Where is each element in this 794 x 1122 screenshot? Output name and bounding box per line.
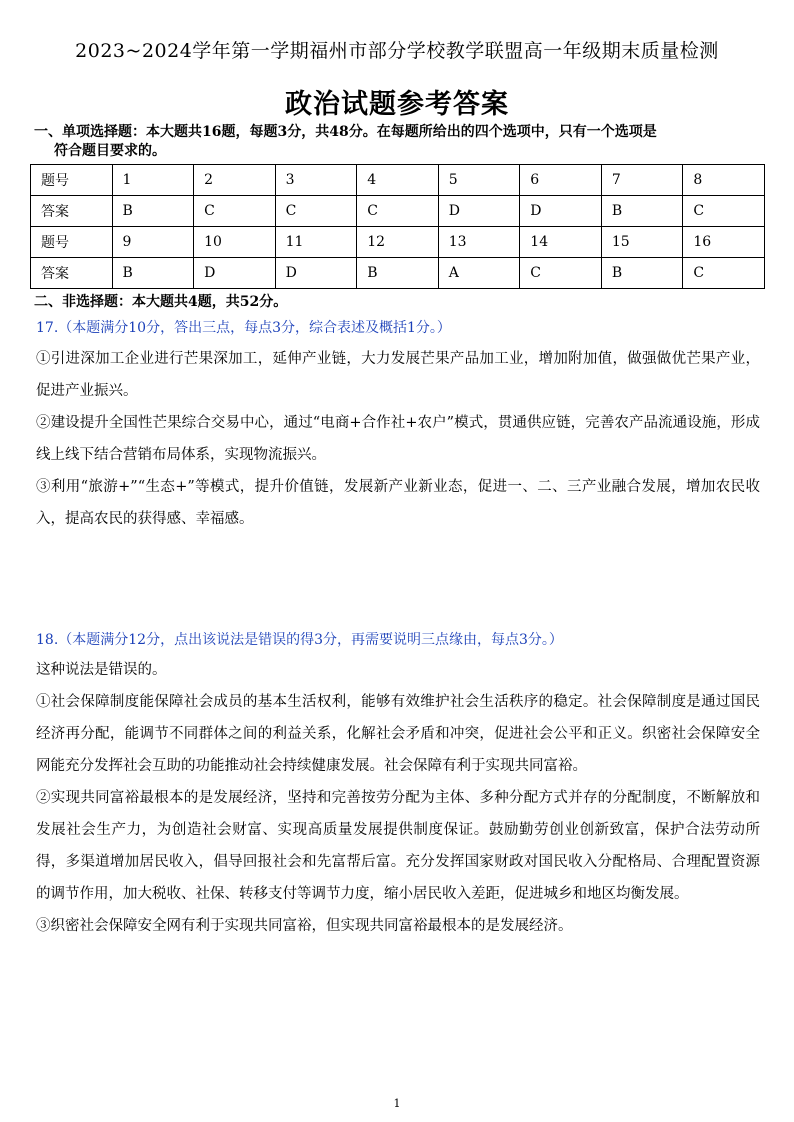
section1-heading-line1: 一、单项选择题：本大题共16题，每题3分，共48分。在每题所给出的四个选项中，只有一个选项是	[34, 124, 657, 140]
table-cell: C	[683, 196, 765, 227]
table-cell: C	[683, 258, 765, 289]
table-cell: 13	[438, 227, 520, 258]
table-row	[31, 258, 765, 289]
table-row	[31, 227, 765, 258]
table-cell: B	[112, 196, 194, 227]
table-cell: D	[438, 196, 520, 227]
question-18-title: 18.（本题满分12分，点出该说法是错误的得3分，再需要说明三点缘由，每点3分。）	[36, 632, 563, 648]
table-cell: D	[520, 196, 602, 227]
table-cell: 题号	[31, 165, 113, 196]
table-cell: 16	[683, 227, 765, 258]
table-cell: C	[194, 196, 276, 227]
table-cell: 10	[194, 227, 276, 258]
table-cell: B	[601, 196, 683, 227]
table-cell: D	[275, 258, 357, 289]
section1-heading-line2: 符合题目要求的。	[54, 143, 166, 159]
table-cell: 6	[520, 165, 602, 196]
answer-point: ③利用“旅游+”“生态+”等模式，提升价值链，发展新产业新业态，促进一、二、三产业融合发展，增加农民收入，提高农民的获得感、幸福感。	[36, 479, 760, 527]
table-cell: C	[520, 258, 602, 289]
question-17-answer	[36, 343, 760, 535]
table-cell: 5	[438, 165, 520, 196]
section1-heading	[34, 123, 764, 161]
table-cell: B	[112, 258, 194, 289]
table-cell: 答案	[31, 196, 113, 227]
table-cell: 15	[601, 227, 683, 258]
table-cell: A	[438, 258, 520, 289]
table-cell: 9	[112, 227, 194, 258]
table-cell: B	[357, 258, 439, 289]
table-cell: 题号	[31, 227, 113, 258]
table-cell: 3	[275, 165, 357, 196]
answer-intro: 这种说法是错误的。	[36, 662, 167, 678]
answer-table	[30, 164, 765, 289]
table-cell: 1	[112, 165, 194, 196]
table-cell: 7	[601, 165, 683, 196]
table-cell: 12	[357, 227, 439, 258]
question-17-title: 17.（本题满分10分，答出三点，每点3分，综合表述及概括1分。）	[36, 320, 451, 336]
answer-point: ③织密社会保障安全网有利于实现共同富裕，但实现共同富裕最根本的是发展经济。	[36, 918, 573, 934]
table-cell: 8	[683, 165, 765, 196]
table-cell: 4	[357, 165, 439, 196]
table-row	[31, 165, 765, 196]
document-title: 政治试题参考答案	[285, 89, 509, 120]
answer-point: ①社会保障制度能保障社会成员的基本生活权利，能够有效维护社会生活秩序的稳定。社会保障制度是通过国民经济再分配，能调节不同群体之间的利益关系，化解社会矛盾和冲突，促进社会公平和正义。织密社会保障安全网能充分发挥社会互助的功能推动社会持续健康发展。社会保障有利于实现共同富裕。	[36, 694, 760, 774]
answer-point: ①引进深加工企业进行芒果深加工，延伸产业链，大力发展芒果产品加工业，增加附加值，做强做优芒果产业，促进产业振兴。	[36, 351, 760, 399]
page-number: 1	[393, 1097, 401, 1110]
answer-point: ②建设提升全国性芒果综合交易中心，通过“电商+合作社+农户”模式，贯通供应链，完善农产品流通设施，形成线上线下结合营销布局体系，实现物流振兴。	[36, 415, 760, 463]
table-cell: C	[275, 196, 357, 227]
table-row	[31, 196, 765, 227]
exam-title: 2023~2024学年第一学期福州市部分学校教学联盟高一年级期末质量检测	[75, 40, 719, 62]
table-cell: B	[601, 258, 683, 289]
section2-heading: 二、非选择题：本大题共4题，共52分。	[34, 294, 288, 310]
table-cell: D	[194, 258, 276, 289]
table-cell: 2	[194, 165, 276, 196]
table-cell: C	[357, 196, 439, 227]
table-cell: 11	[275, 227, 357, 258]
table-cell: 14	[520, 227, 602, 258]
answer-point: ②实现共同富裕最根本的是发展经济，坚持和完善按劳分配为主体、多种分配方式并存的分配制度，不断解放和发展社会生产力，为创造社会财富、实现高质量发展提供制度保证。鼓励勤劳创业创新致富，保护合法劳动所得，多渠道增加居民收入，倡导回报社会和先富帮后富。充分发挥国家财政对国民收入分配格局、合理配置资源的调节作用，加大税收、社保、转移支付等调节力度，缩小居民收入差距，促进城乡和地区均衡发展。	[36, 790, 760, 902]
question-18-answer	[36, 654, 760, 942]
table-cell: 答案	[31, 258, 113, 289]
